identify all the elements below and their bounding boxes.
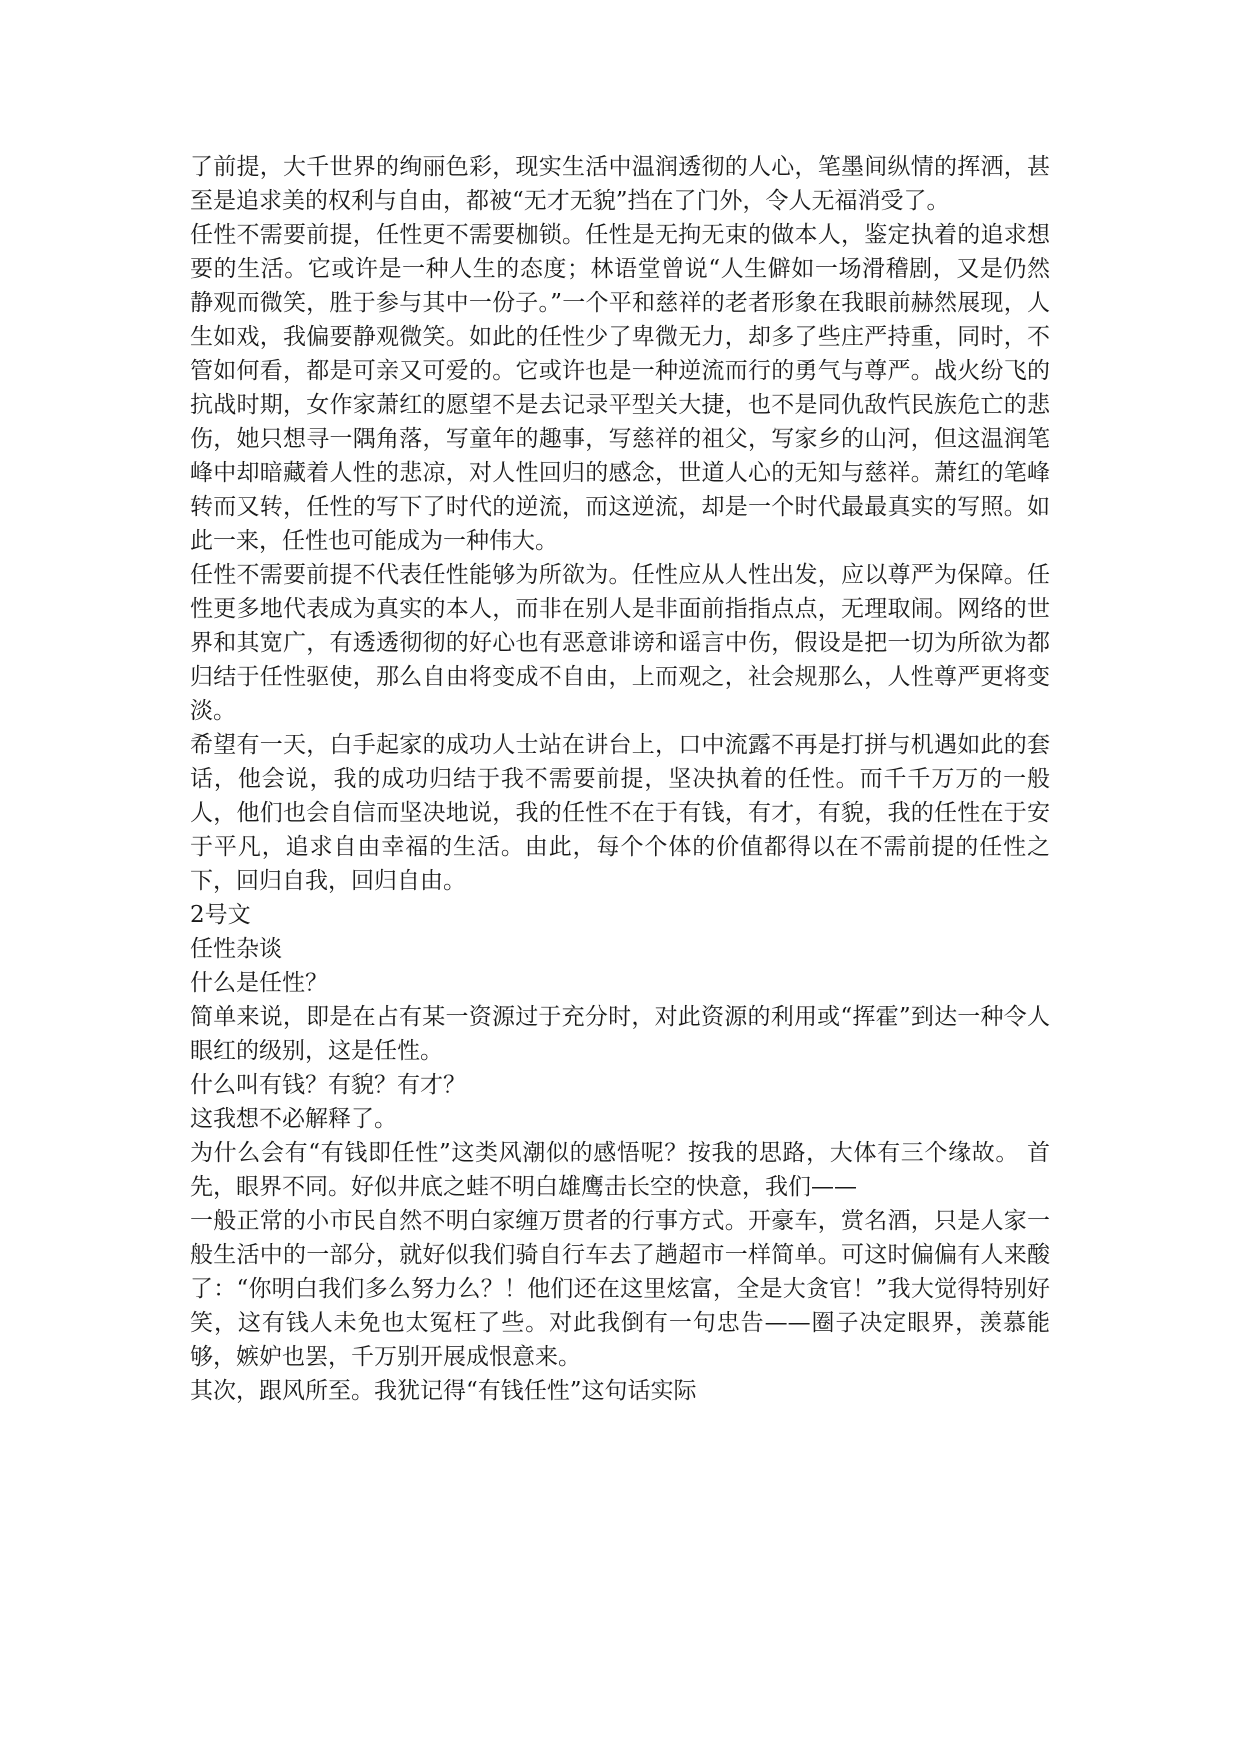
essay-title: 任性杂谈 xyxy=(190,936,282,962)
document-body xyxy=(190,150,1050,1408)
paragraph-willfulness-limits: 任性不需要前提不代表任性能够为所欲为。任性应从人性出发，应以尊严为保障。任性更多地代表成为真实的本人，而非在别人是非面前指指点点，无理取闹。网络的世界和其宽广，有透透彻彻的好心也有恶意诽谤和谣言中伤，假设是把一切为所欲为都归结于任性驱使，那么自由将变成不自由，上而观之，社会规那么，人性尊严更将变淡。 xyxy=(190,562,1050,724)
paragraph-no-explanation: 这我想不必解释了。 xyxy=(190,1106,397,1132)
paragraph-vision: 一般正常的小市民自然不明白家缠万贯者的行事方式。开豪车，赏名酒，只是人家一般生活中的一部分，就好似我们骑自行车去了趟超市一样简单。可这时偏偏有人来酸了：“你明白我们多么努力么？！他们还在这里炫富，全是大贪官！”我大觉得特别好笑，这有钱人未免也太冤枉了些。对此我倒有一句忠告——圈子决定眼界，羡慕能够，嫉妒也罢，千万别开展成恨意来。 xyxy=(190,1208,1050,1370)
paragraph-second-reason: 其次，跟风所至。我犹记得“有钱任性”这句话实际 xyxy=(190,1378,697,1404)
paragraph-definition: 简单来说，即是在占有某一资源过于充分时，对此资源的利用或“挥霍”到达一种令人眼红的级别，这是任性。 xyxy=(190,1004,1050,1064)
paragraph-privilege-intro: 了前提，大千世界的绚丽色彩，现实生活中温润透彻的人心，笔墨间纵情的挥洒，甚至是追求美的权利与自由，都被“无才无貌”挡在了门外，令人无福消受了。 xyxy=(190,154,1050,214)
question-what-is-willful: 什么是任性？ xyxy=(190,970,328,996)
paragraph-willfulness-freedom: 任性不需要前提，任性更不需要枷锁。任性是无拘无束的做本人，鉴定执着的追求想要的生活。它或许是一种人生的态度；林语堂曾说“人生僻如一场滑稽剧，又是仍然静观而微笑，胜于参与其中一份子。”一个平和慈祥的老者形象在我眼前赫然展现，人生如戏，我偏要静观微笑。如此的任性少了卑微无力，却多了些庄严持重，同时，不管如何看，都是可亲又可爱的。它或许也是一种逆流而行的勇气与尊严。战火纷飞的抗战时期，女作家萧红的愿望不是去记录平型关大捷，也不是同仇敌忾民族危亡的悲伤，她只想寻一隅角落，写童年的趣事，写慈祥的祖父，写家乡的山河，但这温润笔峰中却暗藏着人性的悲凉，对人性回归的感念，世道人心的无知与慈祥。萧红的笔峰转而又转，任性的写下了时代的逆流，而这逆流，却是一个时代最最真实的写照。如此一来，任性也可能成为一种伟大。 xyxy=(190,222,1050,554)
paragraph-reasons-intro: 为什么会有“有钱即任性”这类风潮似的感悟呢？按我的思路，大体有三个缘故。 首先，眼界不同。好似井底之蛙不明白雄鹰击长空的快意，我们—— xyxy=(190,1140,1050,1200)
essay-number-heading: 2号文 xyxy=(190,902,251,928)
question-what-is-rich: 什么叫有钱？有貌？有才？ xyxy=(190,1072,466,1098)
paragraph-hope: 希望有一天，白手起家的成功人士站在讲台上，口中流露不再是打拼与机遇如此的套话，他会说，我的成功归结于我不需要前提，坚决执着的任性。而千千万万的一般人，他们也会自信而坚决地说，我的任性不在于有钱，有才，有貌，我的任性在于安于平凡，追求自由幸福的生活。由此，每个个体的价值都得以在不需前提的任性之下，回归自我，回归自由。 xyxy=(190,732,1050,894)
